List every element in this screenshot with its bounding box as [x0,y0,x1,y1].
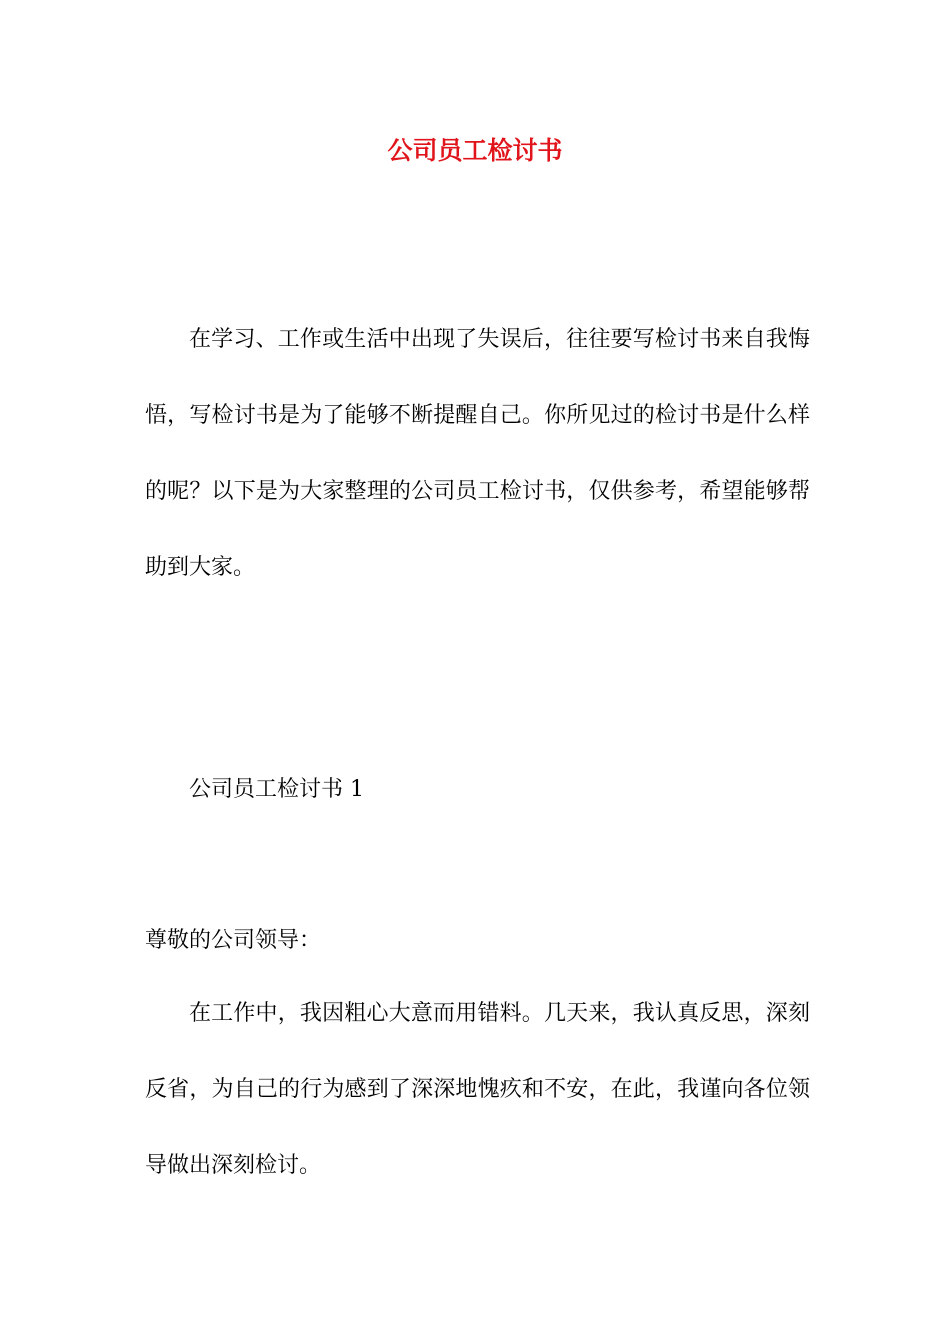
section-heading: 公司员工检讨书 1 [189,777,364,802]
document-title: 公司员工检讨书 [387,136,563,165]
salutation-line: 尊敬的公司领导： [145,928,322,953]
intro-paragraph: 在学习、工作或生活中出现了失误后，往往要写检讨书来自我悔悟，写检讨书是为了能够不断提醒自己。你所见过的检讨书是什么样的呢？以下是为大家整理的公司员工检讨书，仅供参考，希望能够帮助到大家。 [145,327,810,580]
body-paragraph: 在工作中，我因粗心大意而用错料。几天来，我认真反思，深刻反省，为自己的行为感到了深深地愧疚和不安，在此，我谨向各位领导做出深刻检讨。 [145,1001,810,1178]
